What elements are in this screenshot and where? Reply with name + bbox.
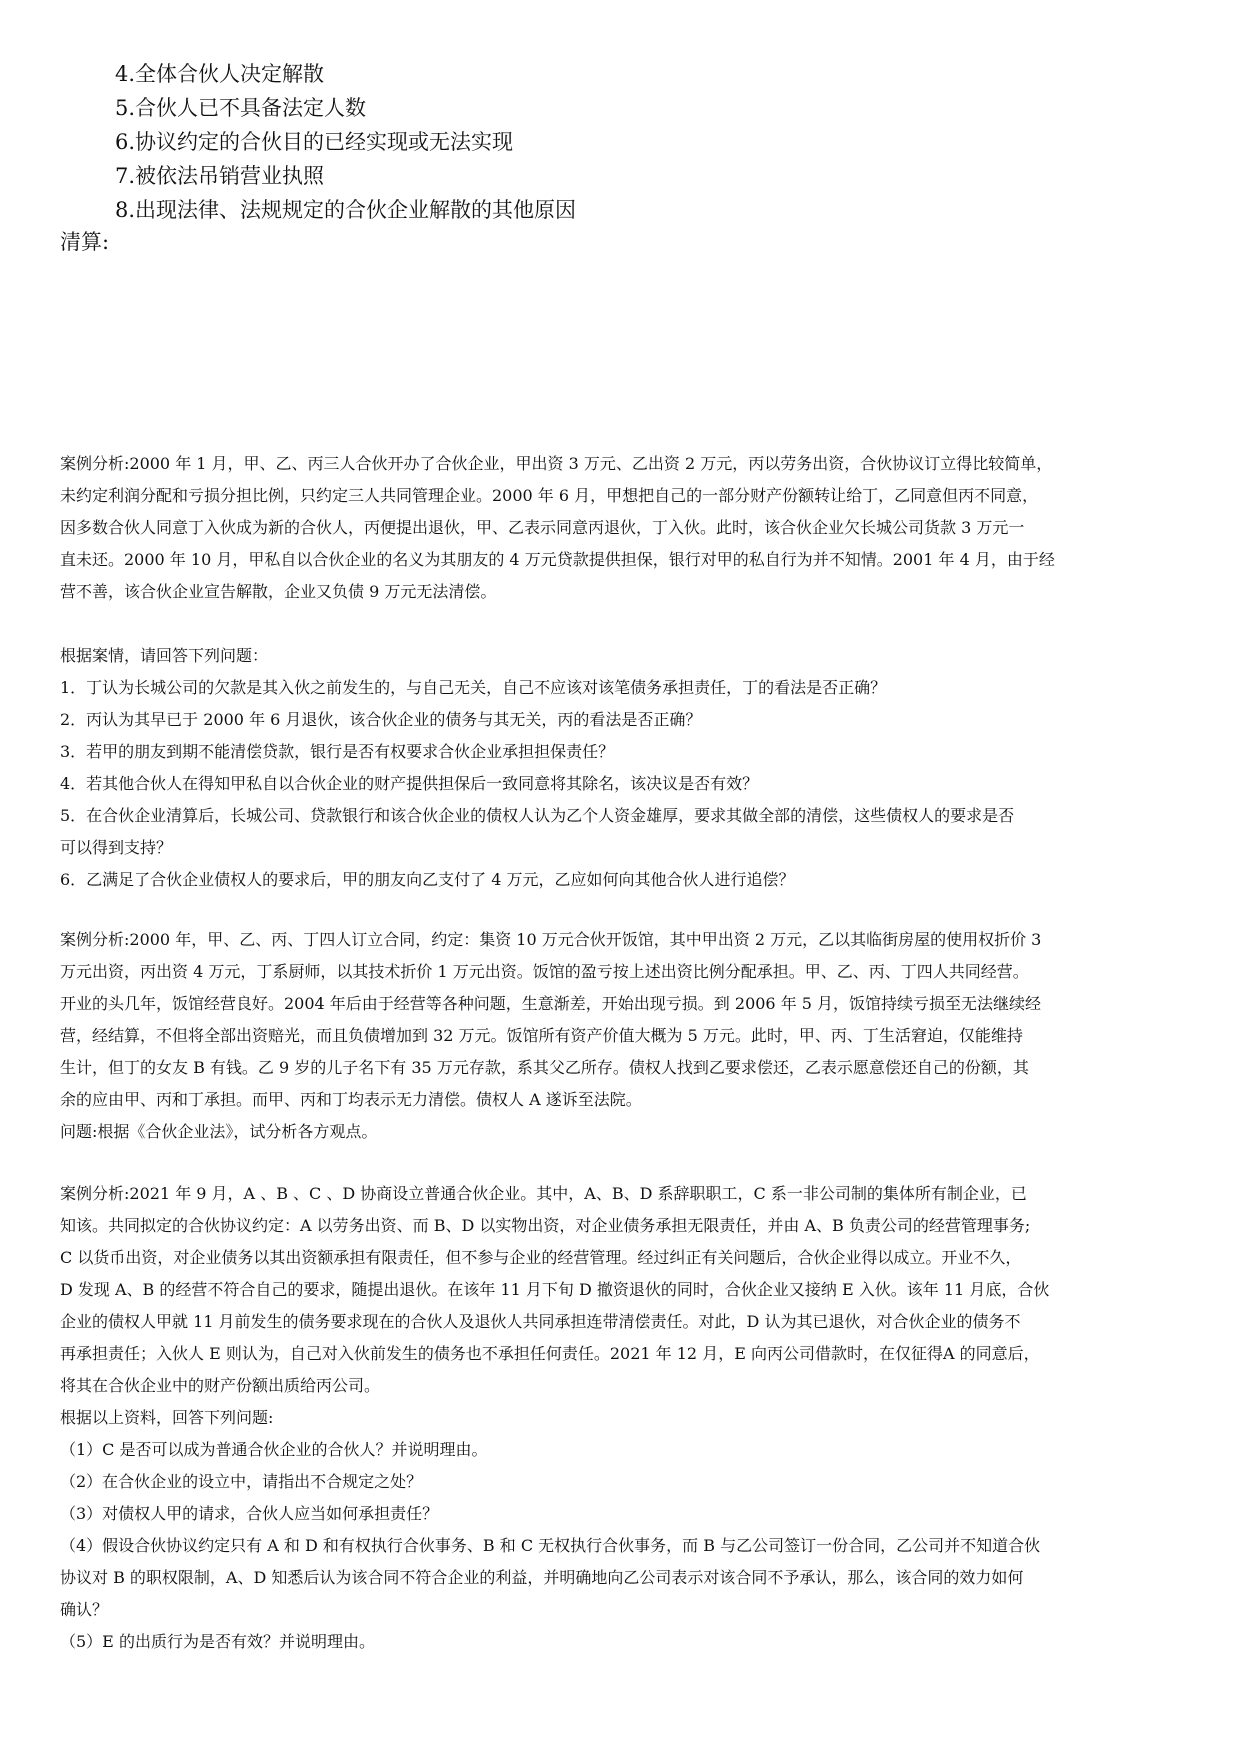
case3-question-line: （3）对债权人甲的请求，合伙人应当如何承担责任？ bbox=[60, 1504, 439, 1523]
case2-line: 余的应由甲、丙和丁承担。而甲、丙和丁均表示无力清偿。债权人 A 遂诉至法院。 bbox=[60, 1090, 642, 1109]
case3-line: 案例分析:2021 年 9 月，A 、B 、C 、D 协商设立普通合伙企业。其中，A、B、D 系辞职职工，C 系一非公司制的集体所有制企业，已 bbox=[60, 1184, 1027, 1203]
case1-question-line: 1．丁认为长城公司的欠款是其入伙之前发生的，与自己无关，自己不应该对该笔债务承担责任，丁的看法是否正确？ bbox=[60, 678, 887, 697]
dissolution-cause-5: 5.合伙人已不具备法定人数 bbox=[115, 96, 367, 120]
case1-question-line: 6．乙满足了合伙企业债权人的要求后，甲的朋友向乙支付了 4 万元，乙应如何向其他合伙人进行追偿？ bbox=[60, 870, 795, 889]
case1-line: 案例分析:2000 年 1 月，甲、乙、丙三人合伙开办了合伙企业，甲出资 3 万元、乙出资 2 万元，丙以劳务出资，合伙协议订立得比较简单， bbox=[60, 454, 1053, 473]
case3-question-line: （2）在合伙企业的设立中，请指出不合规定之处？ bbox=[60, 1472, 423, 1491]
case1-questions-intro: 根据案情，请回答下列问题： bbox=[60, 646, 269, 665]
case3-question-line: （4）假设合伙协议约定只有 A 和 D 和有权执行合伙事务、B 和 C 无权执行合伙事务，而 B 与乙公司签订一份合同，乙公司并不知道合伙 bbox=[60, 1536, 1041, 1555]
case3-question-line: 协议对 B 的职权限制，A、D 知悉后认为该合同不符合企业的利益，并明确地向乙公司表示对该合同不予承认，那么，该合同的效力如何 bbox=[60, 1568, 1024, 1587]
case2-paragraph bbox=[60, 924, 1180, 1148]
case1-question-line: 可以得到支持？ bbox=[60, 838, 173, 857]
case1-line: 因多数合伙人同意丁入伙成为新的合伙人，丙便提出退伙，甲、乙表示同意丙退伙，丁入伙。此时，该合伙企业欠长城公司货款 3 万元一 bbox=[60, 518, 1025, 537]
case1-question-line: 3．若甲的朋友到期不能清偿贷款，银行是否有权要求合伙企业承担担保责任？ bbox=[60, 742, 615, 761]
case3-line: 将其在合伙企业中的财产份额出质给丙公司。 bbox=[60, 1376, 381, 1395]
case1-question-line: 4．若其他合伙人在得知甲私自以合伙企业的财产提供担保后一致同意将其除名，该决议是否有效？ bbox=[60, 774, 759, 793]
case2-question: 问题:根据《合伙企业法》，试分析各方观点。 bbox=[60, 1122, 378, 1141]
case3-question-line: （5）E 的出质行为是否有效？并说明理由。 bbox=[60, 1632, 375, 1651]
dissolution-cause-8: 8.出现法律、法规规定的合伙企业解散的其他原因 bbox=[115, 198, 577, 222]
case3-questions-intro: 根据以上资料，回答下列问题: bbox=[60, 1408, 274, 1427]
dissolution-cause-6: 6.协议约定的合伙目的已经实现或无法实现 bbox=[115, 130, 514, 154]
case2-line: 生计，但丁的女友 B 有钱。乙 9 岁的儿子名下有 35 万元存款，系其父乙所存。债权人找到乙要求偿还，乙表示愿意偿还自己的份额，其 bbox=[60, 1058, 1029, 1077]
case1-line: 营不善，该合伙企业宣告解散，企业又负债 9 万元无法清偿。 bbox=[60, 582, 497, 601]
case1-question-line: 2．丙认为其早已于 2000 年 6 月退伙，该合伙企业的债务与其无关，丙的看法是否正确？ bbox=[60, 710, 702, 729]
case1-line: 未约定利润分配和亏损分担比例，只约定三人共同管理企业。2000 年 6 月，甲想把自己的一部分财产份额转让给丁，乙同意但丙不同意， bbox=[60, 486, 1039, 505]
case3-line: 再承担责任；入伙人 E 则认为，自己对入伙前发生的债务也不承担任何责任。2021 年 12 月，E 向丙公司借款时，在仅征得A 的同意后， bbox=[60, 1344, 1040, 1363]
case3-line: 知该。共同拟定的合伙协议约定：A 以劳务出资、而 B、D 以实物出资，对企业债务承担无限责任，并由 A、B 负责公司的经营管理事务; bbox=[60, 1216, 1031, 1235]
case1-question-line: 5．在合伙企业清算后，长城公司、贷款银行和该合伙企业的债权人认为乙个人资金雄厚，要求其做全部的清偿，这些债权人的要求是否 bbox=[60, 806, 1015, 825]
case3-line: D 发现 A、B 的经营不符合自己的要求，随提出退伙。在该年 11 月下旬 D 撤资退伙的同时，合伙企业又接纳 E 入伙。该年 11 月底，合伙 bbox=[60, 1280, 1050, 1299]
case3-line: C 以货币出资，对企业债务以其出资额承担有限责任，但不参与企业的经营管理。经过纠正有关问题后，合伙企业得以成立。开业不久， bbox=[60, 1248, 1022, 1267]
clearing-heading: 清算: bbox=[60, 230, 110, 254]
case2-line: 案例分析:2000 年，甲、乙、丙、丁四人订立合同，约定：集资 10 万元合伙开饭馆，其中甲出资 2 万元，乙以其临街房屋的使用权折价 3 bbox=[60, 930, 1042, 949]
case2-line: 万元出资，丙出资 4 万元，丁系厨师，以其技术折价 1 万元出资。饭馆的盈亏按上述出资比例分配承担。甲、乙、丙、丁四人共同经营。 bbox=[60, 962, 1029, 981]
case3-question-line: （1）C 是否可以成为普通合伙企业的合伙人？并说明理由。 bbox=[60, 1440, 488, 1459]
dissolution-cause-7: 7.被依法吊销营业执照 bbox=[115, 164, 325, 188]
case1-line: 直未还。2000 年 10 月，甲私自以合伙企业的名义为其朋友的 4 万元贷款提供担保，银行对甲的私自行为并不知情。2001 年 4 月，由于经 bbox=[60, 550, 1055, 569]
case3-question-line: 确认？ bbox=[60, 1600, 109, 1619]
case1-questions bbox=[60, 640, 1180, 896]
case3-line: 企业的债权人甲就 11 月前发生的债务要求现在的合伙人及退伙人共同承担连带清偿责任。对此，D 认为其已退伙，对合伙企业的债务不 bbox=[60, 1312, 1021, 1331]
case2-line: 营，经结算，不但将全部出资赔光，而且负债增加到 32 万元。饭馆所有资产价值大概为 5 万元。此时，甲、丙、丁生活窘迫，仅能维持 bbox=[60, 1026, 1023, 1045]
case2-line: 开业的头几年，饭馆经营良好。2004 年后由于经营等各种问题，生意渐差，开始出现亏损。到 2006 年 5 月，饭馆持续亏损至无法继续经 bbox=[60, 994, 1042, 1013]
case3-paragraph bbox=[60, 1178, 1180, 1658]
case1-paragraph bbox=[60, 448, 1180, 608]
dissolution-cause-4: 4.全体合伙人决定解散 bbox=[115, 62, 325, 86]
